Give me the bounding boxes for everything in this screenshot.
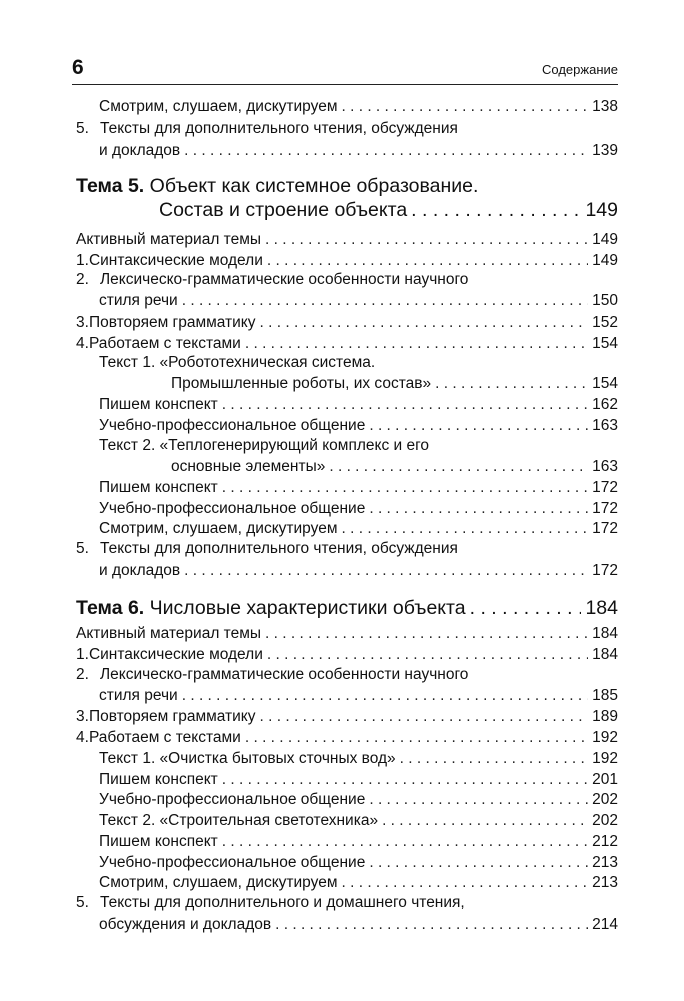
toc-entry[interactable]: и докладов . . . 139 bbox=[99, 139, 618, 161]
toc-entry[interactable]: Активный материал темы . . . 184 bbox=[76, 622, 618, 644]
topic-heading[interactable]: Тема 5. Объект как системное образование. bbox=[76, 175, 479, 197]
toc-entry[interactable]: Смотрим, слушаем, дискутируем . . . 213 bbox=[99, 871, 618, 893]
toc-entry[interactable]: стиля речи . . . 150 bbox=[99, 289, 618, 311]
toc-entry[interactable]: стиля речи . . . 185 bbox=[99, 684, 618, 706]
topic-heading[interactable]: Тема 6. Числовые характеристики объекта . . . 184 bbox=[76, 592, 618, 620]
toc-entry[interactable]: Текст 1. «Робототехническая система. bbox=[99, 354, 376, 371]
running-header bbox=[72, 56, 618, 85]
toc-entry[interactable]: 2. Лексическо-грамматические особенности научного bbox=[76, 271, 469, 288]
toc-entry[interactable]: 4. Работаем с текстами . . . 154 bbox=[76, 332, 618, 354]
running-title: Содержание bbox=[542, 62, 618, 77]
toc-entry[interactable]: Смотрим, слушаем, дискутируем . . . 172 bbox=[99, 517, 618, 539]
toc-entry[interactable]: 3. Повторяем грамматику . . . 152 bbox=[76, 311, 618, 333]
toc-entry[interactable]: Текст 1. «Очистка бытовых сточных вод» . . . 192 bbox=[99, 747, 618, 769]
toc-entry[interactable]: основные элементы» . . . 163 bbox=[171, 455, 618, 477]
toc-entry[interactable]: 4. Работаем с текстами . . . 192 bbox=[76, 726, 618, 748]
toc-entry[interactable]: 5. Тексты для дополнительного и домашнего чтения, bbox=[76, 894, 465, 911]
toc-entry[interactable]: 5. Тексты для дополнительного чтения, обсуждения bbox=[76, 120, 458, 137]
toc-entry[interactable]: Текст 2. «Строительная светотехника» . . . 202 bbox=[99, 809, 618, 831]
toc-entry[interactable]: Промышленные роботы, их состав» . . . 154 bbox=[171, 372, 618, 394]
toc-entry[interactable]: Пишем конспект . . . 212 bbox=[99, 830, 618, 852]
toc-entry[interactable]: Учебно-профессиональное общение . . . 202 bbox=[99, 788, 618, 810]
toc-entry[interactable]: 2. Лексическо-грамматические особенности научного bbox=[76, 666, 469, 683]
toc-entry[interactable]: Текст 2. «Теплогенерирующий комплекс и его bbox=[99, 437, 430, 454]
toc-entry[interactable]: Пишем конспект . . . 162 bbox=[99, 393, 618, 415]
page-number: 6 bbox=[72, 56, 84, 79]
toc-entry[interactable]: и докладов . . . 172 bbox=[99, 559, 618, 581]
toc-entry[interactable]: Учебно-профессиональное общение . . . 213 bbox=[99, 851, 618, 873]
toc-entry[interactable]: Активный материал темы . . . 149 bbox=[76, 228, 618, 250]
toc-entry[interactable]: Смотрим, слушаем, дискутируем . . . 138 bbox=[99, 95, 618, 117]
toc-entry[interactable]: Пишем конспект . . . 201 bbox=[99, 768, 618, 790]
toc-entry[interactable]: Учебно-профессиональное общение . . . 172 bbox=[99, 497, 618, 519]
toc-entry[interactable]: 5. Тексты для дополнительного чтения, обсуждения bbox=[76, 540, 458, 557]
toc-entry[interactable]: Учебно-профессиональное общение . . . 163 bbox=[99, 414, 618, 436]
topic-heading-line[interactable]: Состав и строение объекта . . . 149 bbox=[159, 194, 618, 222]
toc-entry[interactable]: Пишем конспект . . . 172 bbox=[99, 476, 618, 498]
toc-entry[interactable]: 1. Синтаксические модели . . . 184 bbox=[76, 643, 618, 665]
toc-entry[interactable]: 3. Повторяем грамматику . . . 189 bbox=[76, 705, 618, 727]
toc-entry[interactable]: 1. Синтаксические модели . . . 149 bbox=[76, 249, 618, 271]
toc-entry[interactable]: обсуждения и докладов . . . 214 bbox=[99, 913, 618, 935]
